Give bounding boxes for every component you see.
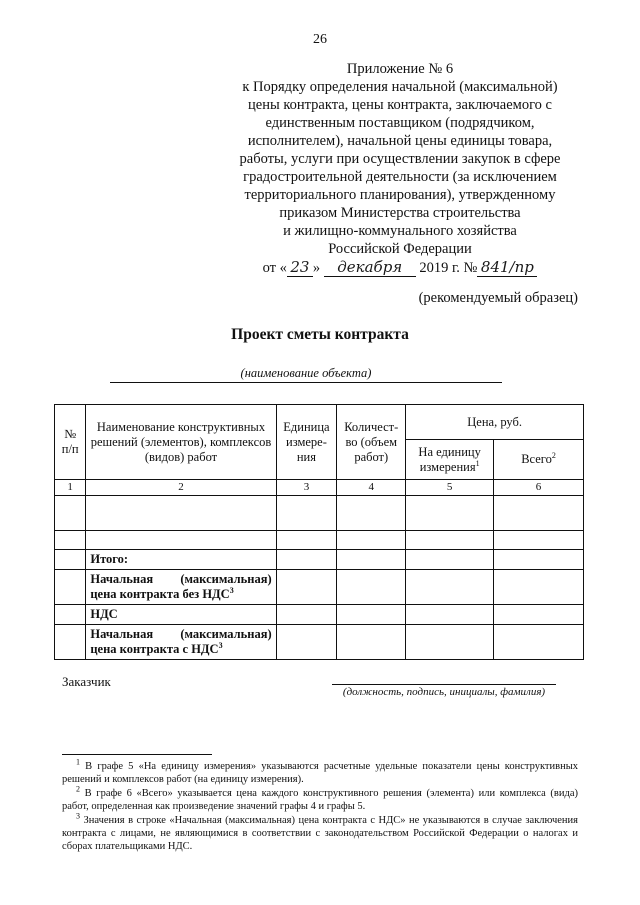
footnote-divider [62, 754, 212, 755]
table-header-row [55, 405, 584, 440]
date-year: 2019 г. № [419, 260, 478, 276]
appendix-line: цены контракта, цены контракта, заключаемого с [248, 97, 552, 113]
row-label-text: Начальная (максимальная) цена контракта с НДС [90, 627, 272, 656]
date-day-handwritten: 23 [287, 258, 313, 277]
footnote [62, 811, 579, 853]
row-label-vat: НДС [86, 605, 276, 625]
appendix-line: территориального планирования), утвержденному [244, 187, 556, 203]
table-row-empty [55, 496, 584, 531]
header-per-unit-label: На единицу измерения [418, 444, 481, 474]
footnote-ref: 1 [475, 458, 480, 468]
document-title: Проект сметы контракта [231, 326, 409, 343]
header-number: № п/п [55, 405, 86, 480]
column-number: 2 [86, 480, 276, 496]
row-label-text: Начальная (максимальная) цена контракта без НДС [90, 572, 272, 601]
recommended-sample-note: (рекомендуемый образец) [418, 290, 578, 306]
column-number: 3 [276, 480, 337, 496]
row-label-price-without-vat [86, 570, 276, 605]
row-label-price-with-vat [86, 625, 276, 660]
footnote-ref: 2 [551, 450, 556, 460]
table-row-price-without-vat [55, 570, 584, 605]
date-prefix: от « [262, 260, 287, 276]
header-price: Цена, руб. [406, 405, 584, 440]
table-row-total [55, 550, 584, 570]
footnote-text: В графе 5 «На единицу измерения» указываются расчетные удельные показатели цены конструктивных решений и комплексов работ (на единицу измерения). [62, 761, 579, 785]
estimate-table [54, 404, 584, 660]
footnote-text: В графе 6 «Всего» указывается цена каждого конструктивного решения (элемента) или комплекса (вида) работ, определенная как произведение значений графы 4 и графы 5. [62, 788, 578, 812]
header-total [494, 440, 584, 480]
column-number: 6 [494, 480, 584, 496]
header-quantity: Количест-во (объем работ) [337, 405, 406, 480]
footnote-ref: 3 [229, 585, 234, 595]
footnote-mark: 1 [76, 757, 80, 767]
appendix-line: и жилищно-коммунального хозяйства [283, 223, 517, 239]
appendix-line: исполнителем), начальной цены единицы товара, [247, 133, 553, 149]
header-unit: Единица измере-ния [276, 405, 337, 480]
table-row-empty [55, 531, 584, 550]
appendix-line: к Порядку определения начальной (максимальной) [242, 79, 558, 95]
footnote-ref: 3 [218, 640, 223, 650]
object-name-caption: (наименование объекта) [110, 366, 502, 383]
row-label-total: Итого: [86, 550, 276, 570]
signature-line [332, 684, 556, 685]
order-number-handwritten: 841/пр [477, 258, 537, 277]
footnote-text: Значения в строке «Начальная (максимальная) цена контракта с НДС» не указываются в случае заключения контракта с лицами, не являющимися в соответствии с законодательством Российской Федерации о налогах и сборах плательщиками НДС. [62, 815, 579, 852]
column-number: 5 [406, 480, 494, 496]
footnote [62, 757, 579, 786]
table-row-price-with-vat [55, 625, 584, 660]
date-close: » [312, 260, 321, 276]
appendix-line: Приложение № 6 [346, 61, 454, 77]
column-number-row [55, 480, 584, 496]
appendix-line: Российской Федерации [328, 241, 472, 257]
appendix-line: единственным поставщиком (подрядчиком, [265, 115, 535, 131]
footnotes [62, 757, 579, 854]
appendix-line: приказом Министерства строительства [279, 205, 521, 221]
customer-label: Заказчик [62, 674, 111, 689]
footnote-mark: 2 [76, 784, 80, 794]
footnote-mark: 3 [76, 811, 80, 821]
appendix-header [200, 60, 600, 277]
order-date-line [200, 258, 600, 277]
appendix-line: градостроительной деятельности (за исключением [243, 169, 557, 185]
footnote [62, 784, 578, 813]
header-total-label: Всего [521, 452, 552, 466]
column-number: 1 [55, 480, 86, 496]
header-name: Наименование конструктивных решений (элементов), комплексов (видов) работ [86, 405, 276, 480]
page-number: 26 [313, 32, 327, 47]
date-month-handwritten: декабря [324, 258, 416, 277]
column-number: 4 [337, 480, 406, 496]
table-row-vat [55, 605, 584, 625]
header-per-unit [406, 440, 494, 480]
appendix-line: работы, услуги при осуществлении закупок в сфере [239, 151, 561, 167]
signature-caption: (должность, подпись, инициалы, фамилия) [342, 686, 546, 698]
